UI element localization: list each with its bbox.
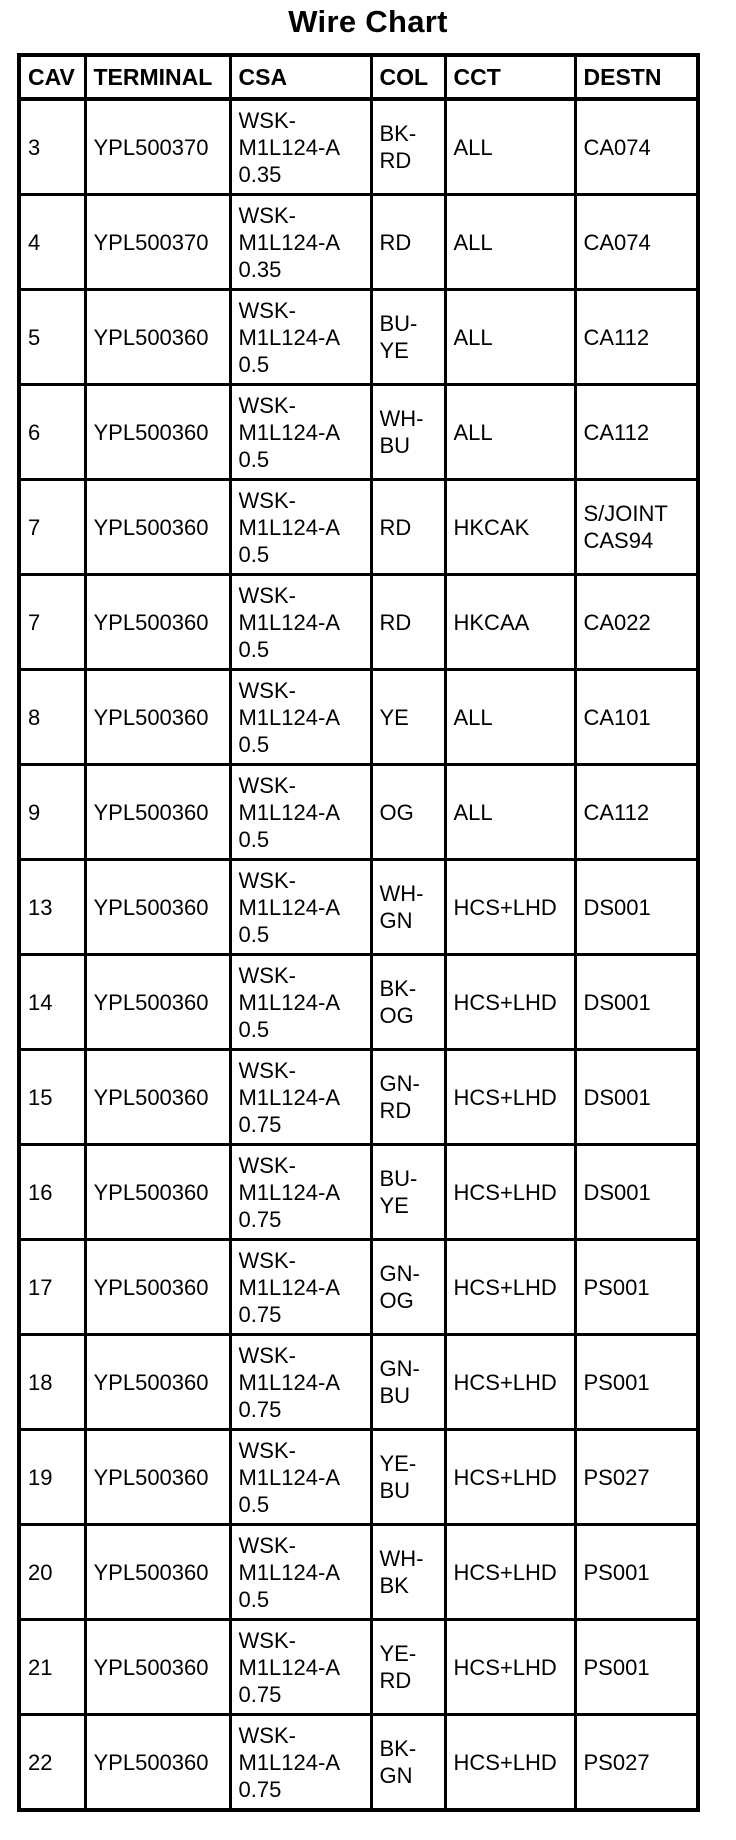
cell-col-line: BK-: [379, 121, 417, 146]
cell-destn-line: DS001: [583, 1084, 651, 1110]
cell-csa-line: 0.75: [238, 1111, 282, 1137]
cell-cct: HCS+LHD: [445, 1715, 575, 1811]
table-row: [19, 1240, 698, 1335]
cell-terminal: YPL500360: [85, 1335, 230, 1430]
cell-csa-line: M1L124-A: [238, 1464, 341, 1490]
cell-csa-line: M1L124-A: [238, 1179, 341, 1205]
cell-cct: HCS+LHD: [445, 1240, 575, 1335]
cell-col: [371, 1050, 445, 1145]
cell-csa: [230, 1145, 371, 1240]
cell-col-line: YE: [379, 704, 409, 730]
cell-cct: ALL: [445, 195, 575, 290]
cell-destn-line: PS027: [583, 1749, 650, 1775]
cell-cct: ALL: [445, 385, 575, 480]
cell-csa-line: WSK-: [238, 487, 296, 513]
cell-terminal: YPL500360: [85, 1525, 230, 1620]
cell-col-line: BK-: [379, 1736, 417, 1761]
cell-cav: 18: [19, 1335, 85, 1430]
cell-col-line: GN: [379, 908, 413, 933]
cell-csa-line: M1L124-A: [238, 1654, 341, 1680]
cell-csa-line: M1L124-A: [238, 419, 341, 445]
cell-destn: [575, 385, 698, 480]
cell-csa-line: M1L124-A: [238, 229, 341, 255]
cell-col: [371, 1430, 445, 1525]
cell-terminal: YPL500360: [85, 860, 230, 955]
cell-csa: [230, 1525, 371, 1620]
cell-col: [371, 195, 445, 290]
cell-destn: [575, 860, 698, 955]
cell-csa-line: 0.75: [238, 1206, 282, 1232]
table-row: [19, 1620, 698, 1715]
page-title: Wire Chart: [288, 4, 448, 39]
cell-destn-line: CA112: [583, 324, 650, 350]
cell-destn-line: DS001: [583, 894, 651, 920]
cell-terminal: YPL500360: [85, 955, 230, 1050]
cell-destn: [575, 99, 698, 195]
table-row: [19, 575, 698, 670]
cell-destn-line: DS001: [583, 1179, 651, 1205]
cell-terminal: YPL500370: [85, 99, 230, 195]
cell-cav: 14: [19, 955, 85, 1050]
cell-destn: [575, 1335, 698, 1430]
cell-cav: 17: [19, 1240, 85, 1335]
table-row: [19, 99, 698, 195]
cell-cav: 21: [19, 1620, 85, 1715]
cell-csa-line: M1L124-A: [238, 799, 341, 825]
cell-csa-line: M1L124-A: [238, 704, 341, 730]
cell-col-line: RD: [379, 514, 412, 540]
cell-terminal: YPL500360: [85, 1145, 230, 1240]
cell-destn: [575, 195, 698, 290]
cell-csa-line: 0.5: [238, 731, 270, 757]
cell-destn: [575, 480, 698, 575]
cell-cav: 5: [19, 290, 85, 385]
cell-col: [371, 1145, 445, 1240]
cell-cav: 22: [19, 1715, 85, 1811]
cell-terminal: YPL500360: [85, 1620, 230, 1715]
cell-destn-line: PS001: [583, 1559, 650, 1585]
cell-col-line: BU: [379, 1383, 411, 1408]
cell-destn: [575, 955, 698, 1050]
cell-destn: [575, 1715, 698, 1811]
cell-destn: [575, 670, 698, 765]
cell-csa-line: WSK-: [238, 202, 296, 228]
cell-destn: [575, 290, 698, 385]
cell-col-line: BU-: [379, 311, 418, 336]
cell-terminal: YPL500360: [85, 1715, 230, 1811]
table-row: [19, 1715, 698, 1811]
cell-csa-line: M1L124-A: [238, 514, 341, 540]
cell-destn-line: PS001: [583, 1274, 650, 1300]
cell-csa-line: M1L124-A: [238, 1369, 341, 1395]
cell-csa-line: M1L124-A: [238, 324, 341, 350]
cell-col: [371, 1715, 445, 1811]
cell-cct: HCS+LHD: [445, 860, 575, 955]
cell-destn-line: DS001: [583, 989, 651, 1015]
cell-csa: [230, 1050, 371, 1145]
table-row: [19, 290, 698, 385]
cell-terminal: YPL500370: [85, 195, 230, 290]
header-destn: DESTN: [575, 55, 698, 99]
cell-cav: 19: [19, 1430, 85, 1525]
cell-destn: [575, 1050, 698, 1145]
table-body: [19, 99, 698, 1810]
cell-col-line: WH-: [379, 881, 424, 906]
cell-col-line: OG: [379, 1288, 414, 1313]
cell-cav: 8: [19, 670, 85, 765]
header-terminal: TERMINAL: [85, 55, 230, 99]
cell-col-line: RD: [379, 148, 412, 173]
cell-destn-line: CA101: [583, 704, 651, 730]
cell-col-line: GN-: [379, 1071, 420, 1096]
cell-csa: [230, 1715, 371, 1811]
cell-col: [371, 99, 445, 195]
cell-csa-line: 0.75: [238, 1776, 282, 1802]
cell-csa-line: WSK-: [238, 297, 296, 323]
cell-cct: ALL: [445, 670, 575, 765]
cell-csa: [230, 575, 371, 670]
table-row: [19, 1335, 698, 1430]
cell-col-line: BU-: [379, 1166, 418, 1191]
cell-col-line: OG: [379, 799, 414, 825]
table-row: [19, 195, 698, 290]
cell-col-line: BK: [379, 1573, 409, 1598]
cell-destn-line: CA112: [583, 419, 650, 445]
header-row: [19, 55, 698, 99]
cell-cct: HKCAK: [445, 480, 575, 575]
cell-destn: [575, 575, 698, 670]
cell-terminal: YPL500360: [85, 670, 230, 765]
cell-col-line: BU: [379, 1478, 411, 1503]
cell-csa-line: 0.35: [238, 256, 282, 282]
cell-col-line: BU: [379, 433, 411, 458]
cell-cct: HCS+LHD: [445, 1145, 575, 1240]
cell-csa-line: WSK-: [238, 107, 296, 133]
cell-cav: 13: [19, 860, 85, 955]
cell-csa-line: 0.5: [238, 446, 270, 472]
cell-col-line: YE-: [379, 1451, 417, 1476]
cell-csa-line: 0.5: [238, 1586, 270, 1612]
cell-cav: 3: [19, 99, 85, 195]
cell-cav: 15: [19, 1050, 85, 1145]
header-cav: CAV: [19, 55, 85, 99]
cell-col-line: YE: [379, 1193, 409, 1218]
cell-destn-line: CA112: [583, 799, 650, 825]
cell-col-line: OG: [379, 1003, 414, 1028]
cell-col: [371, 1335, 445, 1430]
cell-col: [371, 1620, 445, 1715]
cell-destn-line: CA074: [583, 229, 651, 255]
cell-csa: [230, 480, 371, 575]
cell-csa-line: M1L124-A: [238, 1084, 341, 1110]
cell-csa-line: WSK-: [238, 1247, 296, 1273]
cell-cct: HKCAA: [445, 575, 575, 670]
cell-col-line: WH-: [379, 406, 424, 431]
cell-col-line: WH-: [379, 1546, 424, 1571]
table-row: [19, 1525, 698, 1620]
cell-csa-line: 0.75: [238, 1681, 282, 1707]
cell-csa-line: M1L124-A: [238, 1274, 341, 1300]
cell-cct: ALL: [445, 99, 575, 195]
cell-csa-line: M1L124-A: [238, 989, 341, 1015]
cell-col-line: GN: [379, 1763, 413, 1788]
cell-terminal: YPL500360: [85, 1430, 230, 1525]
cell-cav: 20: [19, 1525, 85, 1620]
cell-csa-line: 0.35: [238, 161, 282, 187]
cell-csa-line: WSK-: [238, 1437, 296, 1463]
table-row: [19, 765, 698, 860]
cell-csa-line: WSK-: [238, 1627, 296, 1653]
cell-csa: [230, 670, 371, 765]
cell-terminal: YPL500360: [85, 290, 230, 385]
table-row: [19, 1145, 698, 1240]
cell-destn-line: CA074: [583, 134, 651, 160]
cell-csa-line: WSK-: [238, 1722, 296, 1748]
cell-cct: ALL: [445, 290, 575, 385]
cell-terminal: YPL500360: [85, 765, 230, 860]
cell-csa-line: 0.5: [238, 921, 270, 947]
cell-csa: [230, 385, 371, 480]
cell-csa-line: WSK-: [238, 962, 296, 988]
cell-destn: [575, 1145, 698, 1240]
cell-col: [371, 575, 445, 670]
cell-col: [371, 860, 445, 955]
cell-cav: 16: [19, 1145, 85, 1240]
cell-cct: HCS+LHD: [445, 1525, 575, 1620]
cell-terminal: YPL500360: [85, 1240, 230, 1335]
cell-csa: [230, 1335, 371, 1430]
cell-csa-line: 0.75: [238, 1396, 282, 1422]
cell-csa: [230, 765, 371, 860]
cell-cav: 7: [19, 575, 85, 670]
cell-csa-line: 0.5: [238, 1491, 270, 1517]
cell-col: [371, 955, 445, 1050]
cell-csa: [230, 290, 371, 385]
cell-col: [371, 765, 445, 860]
cell-csa: [230, 1620, 371, 1715]
cell-cav: 9: [19, 765, 85, 860]
cell-col: [371, 480, 445, 575]
cell-cct: HCS+LHD: [445, 1335, 575, 1430]
cell-csa-line: M1L124-A: [238, 1559, 341, 1585]
cell-col: [371, 290, 445, 385]
cell-col-line: RD: [379, 1098, 412, 1123]
cell-cct: HCS+LHD: [445, 1430, 575, 1525]
cell-terminal: YPL500360: [85, 575, 230, 670]
table-row: [19, 955, 698, 1050]
cell-col-line: GN-: [379, 1356, 420, 1381]
cell-csa-line: WSK-: [238, 1152, 296, 1178]
cell-destn-line: PS027: [583, 1464, 650, 1490]
cell-csa: [230, 99, 371, 195]
cell-csa-line: WSK-: [238, 1532, 296, 1558]
cell-destn: [575, 765, 698, 860]
cell-col: [371, 1240, 445, 1335]
cell-col: [371, 385, 445, 480]
header-col: COL: [371, 55, 445, 99]
cell-csa: [230, 1430, 371, 1525]
table-row: [19, 670, 698, 765]
cell-cct: HCS+LHD: [445, 1620, 575, 1715]
cell-destn-line: S/JOINT: [583, 501, 668, 526]
cell-destn: [575, 1525, 698, 1620]
cell-destn: [575, 1240, 698, 1335]
cell-terminal: YPL500360: [85, 480, 230, 575]
cell-csa-line: M1L124-A: [238, 134, 341, 160]
cell-csa-line: 0.5: [238, 351, 270, 377]
cell-cct: ALL: [445, 765, 575, 860]
cell-csa-line: M1L124-A: [238, 894, 341, 920]
cell-csa-line: WSK-: [238, 677, 296, 703]
cell-col-line: RD: [379, 609, 412, 635]
cell-col: [371, 1525, 445, 1620]
cell-destn-line: CA022: [583, 609, 651, 635]
cell-destn-line: PS001: [583, 1369, 650, 1395]
cell-cct: HCS+LHD: [445, 955, 575, 1050]
cell-cav: 7: [19, 480, 85, 575]
cell-csa-line: WSK-: [238, 772, 296, 798]
cell-csa-line: WSK-: [238, 1057, 296, 1083]
cell-csa-line: M1L124-A: [238, 609, 341, 635]
cell-terminal: YPL500360: [85, 385, 230, 480]
cell-csa-line: M1L124-A: [238, 1749, 341, 1775]
header-cct: CCT: [445, 55, 575, 99]
cell-csa-line: WSK-: [238, 582, 296, 608]
cell-destn-line: PS001: [583, 1654, 650, 1680]
cell-terminal: YPL500360: [85, 1050, 230, 1145]
cell-destn-line: CAS94: [583, 528, 654, 553]
table-row: [19, 1430, 698, 1525]
cell-csa-line: 0.5: [238, 636, 270, 662]
cell-csa: [230, 1240, 371, 1335]
wire-chart-table: [17, 53, 700, 1812]
cell-destn: [575, 1430, 698, 1525]
cell-csa-line: 0.5: [238, 1016, 270, 1042]
cell-csa-line: 0.5: [238, 541, 270, 567]
cell-csa: [230, 955, 371, 1050]
cell-cav: 6: [19, 385, 85, 480]
cell-col-line: YE-: [379, 1641, 417, 1666]
header-csa: CSA: [230, 55, 371, 99]
cell-cct: HCS+LHD: [445, 1050, 575, 1145]
cell-col-line: RD: [379, 1668, 412, 1693]
cell-cav: 4: [19, 195, 85, 290]
cell-col-line: RD: [379, 229, 412, 255]
cell-col-line: GN-: [379, 1261, 420, 1286]
cell-col-line: YE: [379, 338, 409, 363]
table-row: [19, 385, 698, 480]
table-row: [19, 1050, 698, 1145]
cell-csa: [230, 860, 371, 955]
cell-csa-line: 0.75: [238, 1301, 282, 1327]
table-row: [19, 860, 698, 955]
cell-col: [371, 670, 445, 765]
cell-col-line: BK-: [379, 976, 417, 1001]
cell-csa-line: WSK-: [238, 1342, 296, 1368]
cell-csa-line: 0.5: [238, 826, 270, 852]
cell-csa: [230, 195, 371, 290]
cell-csa-line: WSK-: [238, 392, 296, 418]
cell-csa-line: WSK-: [238, 867, 296, 893]
cell-destn: [575, 1620, 698, 1715]
table-row: [19, 480, 698, 575]
